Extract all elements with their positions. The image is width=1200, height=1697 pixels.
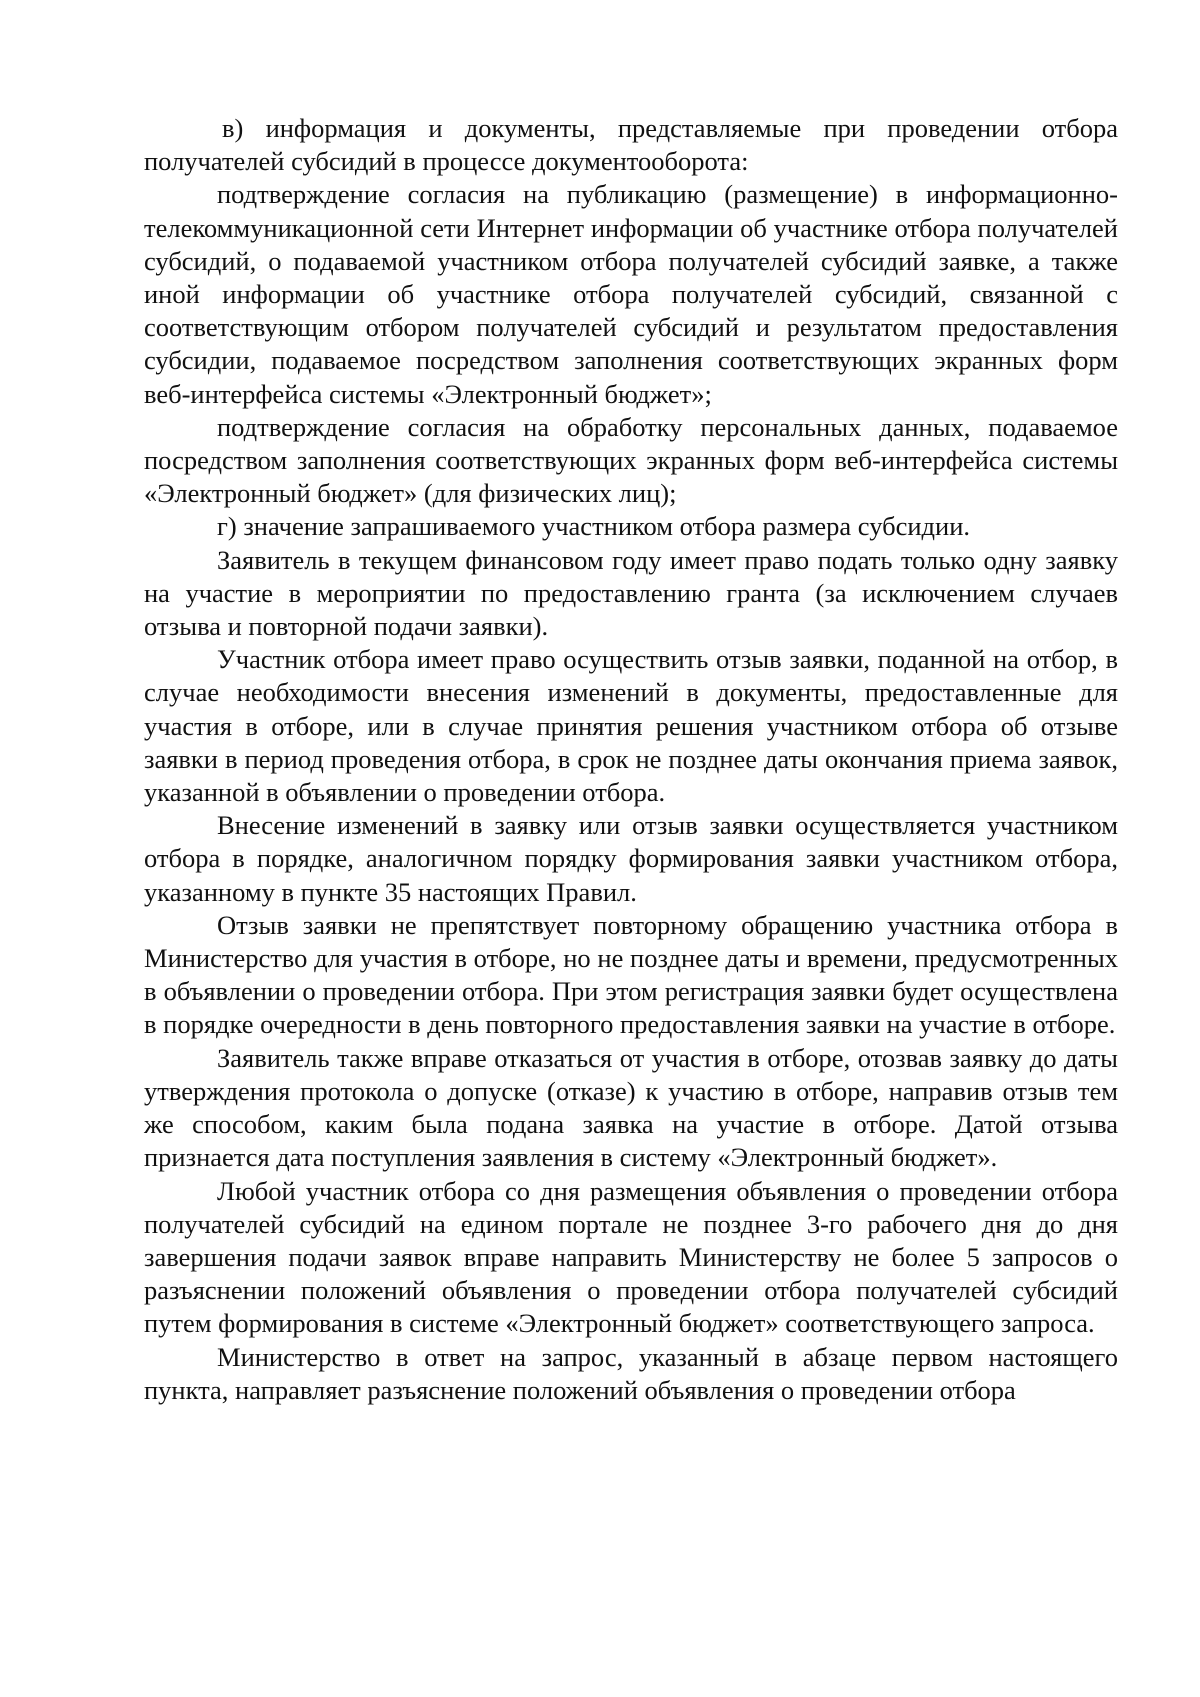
paragraph-clarification-requests: Любой участник отбора со дня размещения объявления о проведении отбора получателей субсидий на едином портале не позднее 3-го рабочего дня до дня завершения подачи заявок вправе направить Министерству не более 5 запросов о разъяснении положений объявления о проведении отбора получателей субсидий путем формирования в системе «Электронный бюджет» соответствующего запроса.: [144, 1175, 1118, 1339]
paragraph-item-g-subsidy-amount: г) значение запрашиваемого участником отбора размера субсидии.: [217, 511, 971, 542]
document-page: [144, 112, 1118, 1407]
paragraph-item-v-documents: в) информация и документы, представляемые при проведении отбора получателей субсидий в процессе документооборота:: [144, 113, 1118, 177]
paragraph-refusal-participation: Заявитель также вправе отказаться от участия в отборе, отозвав заявку до даты утверждения протокола о допуске (отказе) к участию в отборе, направив отзыв тем же способом, каким была подана заявка на участие в отборе. Датой отзыва признается дата поступления заявления в систему «Электронный бюджет».: [144, 1042, 1118, 1173]
paragraph-personal-data-consent: подтверждение согласия на обработку персональных данных, подаваемое посредством заполнения соответствующих экранных форм веб-интерфейса системы «Электронный бюджет» (для физических лиц);: [144, 411, 1118, 509]
paragraph-ministry-response: Министерство в ответ на запрос, указанный в абзаце первом настоящего пункта, направляет разъяснение положений объявления о проведении отбора: [144, 1341, 1118, 1405]
paragraph-repeated-application: Отзыв заявки не препятствует повторному обращению участника отбора в Министерство для участия в отборе, но не позднее даты и времени, предусмотренных в объявлении о проведении отбора. При этом регистрация заявки будет осуществлена в порядке очередности в день повторного предоставления заявки на участие в отборе.: [144, 909, 1118, 1040]
paragraph-application-withdrawal: Участник отбора имеет право осуществить отзыв заявки, поданной на отбор, в случае необходимости внесения изменений в документы, предоставленные для участия в отборе, или в случае принятия решения участником отбора об отзыве заявки в период проведения отбора, в срок не позднее даты окончания приема заявок, указанной в объявлении о проведении отбора.: [144, 644, 1118, 808]
paragraph-publication-consent: подтверждение согласия на публикацию (размещение) в информационно-телекоммуникационной сети Интернет информации об участнике отбора получателей субсидий, о подаваемой участником отбора получателей субсидий заявке, а также иной информации об участнике отбора получателей субсидий, связанной с соответствующим отбором получателей субсидий и результатом предоставления субсидии, подаваемое посредством заполнения соответствующих экранных форм веб-интерфейса системы «Электронный бюджет»;: [144, 179, 1118, 409]
paragraph-changes-procedure: Внесение изменений в заявку или отзыв заявки осуществляется участником отбора в порядке, аналогичном порядку формирования заявки участником отбора, указанному в пункте 35 настоящих Правил.: [144, 810, 1118, 907]
paragraph-single-application: Заявитель в текущем финансовом году имеет право подать только одну заявку на участие в мероприятии по предоставлению гранта (за исключением случаев отзыва и повторной подачи заявки).: [144, 544, 1118, 642]
